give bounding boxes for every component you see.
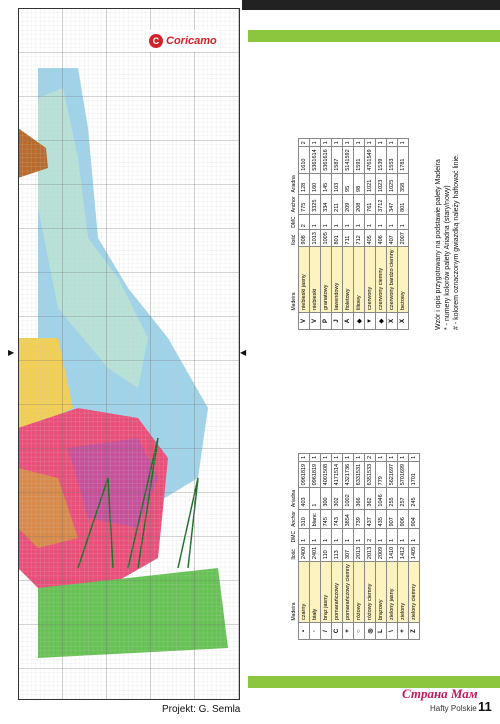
cell-sym: L — [376, 623, 387, 640]
cell-ariadna: 5621697 — [387, 461, 398, 487]
cell-sym: ▪ — [299, 623, 310, 640]
cell-qty: 1 — [332, 529, 343, 544]
cell-extra: 1 — [343, 453, 354, 461]
cell-sym: P — [321, 313, 332, 330]
cell-dmc: 3854 — [343, 509, 354, 529]
cross-stitch-chart — [18, 8, 240, 700]
cell-ariadna: 1781 — [398, 147, 409, 173]
cell-madeira: 908 — [299, 230, 310, 247]
cell-name: różowy — [354, 562, 365, 623]
cell-qty: 1 — [310, 214, 321, 229]
cell-sym: X — [398, 313, 409, 330]
cell-dmc: blanc — [310, 509, 321, 529]
cell-anchor: 1002 — [343, 488, 354, 509]
cell-dmc: 211 — [332, 194, 343, 214]
cell-anchor: 1025 — [387, 173, 398, 194]
cell-anchor: 257 — [398, 488, 409, 509]
cell-ariadna: 1701 — [409, 461, 420, 487]
cell-dmc: 435 — [376, 509, 387, 529]
cell-extra: 1 — [354, 139, 365, 147]
cell-name: lawendowy — [332, 247, 343, 313]
cell-qty: 1 — [409, 529, 420, 544]
table-row — [387, 453, 398, 639]
top-green-bar — [248, 30, 500, 42]
cell-ariadna: 5361614 — [310, 147, 321, 173]
cell-name: fioletowy — [343, 247, 354, 313]
cell-qty: 1 — [398, 214, 409, 229]
cell-extra: 1 — [376, 139, 387, 147]
cell-name: biały — [310, 562, 321, 623]
cell-madeira: 2013 — [354, 544, 365, 561]
cell-madeira: 712 — [354, 230, 365, 247]
cell-madeira: 407 — [387, 230, 398, 247]
cell-madeira: 711 — [343, 230, 354, 247]
cell-anchor: 245 — [409, 488, 420, 509]
table-row — [376, 453, 387, 639]
cell-name: brąz jasny — [321, 562, 332, 623]
cell-name: pomarańczowy — [332, 562, 343, 623]
cell-dmc: 761 — [365, 194, 376, 214]
cell-ariadna: 6331531 — [354, 461, 365, 487]
cell-ariadna: 5141592 — [343, 147, 354, 173]
cell-qty: 1 — [398, 529, 409, 544]
cell-name: czerwony bardzo ciemny — [387, 247, 398, 313]
note-1: Wzór i opis przygotowany na podstawie palety Madeira — [435, 159, 442, 330]
cell-ariadna: 0961819 — [310, 461, 321, 487]
cell-name: czarny — [299, 562, 310, 623]
note-3: # - kolorem oznaczonym gwiazdką należy haftować linie. — [453, 154, 460, 330]
cell-extra: 1 — [332, 453, 343, 461]
cell-sym: · — [310, 623, 321, 640]
cell-ariadna: 4001508 — [321, 461, 332, 487]
cell-qty: 1 — [299, 529, 310, 544]
cell-qty: 1 — [354, 529, 365, 544]
cell-anchor: 1023 — [376, 173, 387, 194]
cell-madeira: 1013 — [310, 230, 321, 247]
cell-anchor: 1 — [310, 488, 321, 509]
cell-madeira: 113 — [332, 544, 343, 561]
cell-qty: 2 — [299, 214, 310, 229]
cell-sym: ◆ — [354, 313, 365, 330]
cell-madeira: 110 — [321, 544, 332, 561]
cell-sym: Z — [409, 623, 420, 640]
cell-qty: 2 — [365, 529, 376, 544]
table-row — [398, 453, 409, 639]
cell-anchor: 1021 — [365, 173, 376, 194]
cell-dmc: 745 — [321, 509, 332, 529]
table-row — [354, 139, 365, 330]
cell-anchor: 255 — [387, 488, 398, 509]
cell-extra: 1 — [299, 453, 310, 461]
cell-anchor: 403 — [299, 488, 310, 509]
cell-dmc: 743 — [332, 509, 343, 529]
publication-name: Hafty Polskie — [430, 704, 477, 713]
cell-sym: + — [398, 623, 409, 640]
cell-madeira: 1410 — [387, 544, 398, 561]
cell-madeira: 2401 — [310, 544, 321, 561]
cell-sym: V — [299, 313, 310, 330]
table-row — [332, 139, 343, 330]
table-row — [343, 139, 354, 330]
cell-extra: 1 — [354, 453, 365, 461]
cell-sym: / — [321, 623, 332, 640]
cell-anchor: 366 — [354, 488, 365, 509]
cell-qty: 1 — [310, 529, 321, 544]
cell-anchor: 145 — [321, 173, 332, 194]
cell-name: czerwony ciemny — [376, 247, 387, 313]
table-row — [365, 139, 376, 330]
note-2: * - numery kolorów palety Ariadna (stary/nowy) — [444, 185, 451, 330]
cell-dmc: 208 — [354, 194, 365, 214]
cell-dmc: 310 — [299, 509, 310, 529]
cell-name: pomarańczowy ciemny — [343, 562, 354, 623]
cell-dmc: 739 — [354, 509, 365, 529]
cell-sym: ○ — [354, 623, 365, 640]
cell-anchor: 362 — [365, 488, 376, 509]
table-row — [354, 453, 365, 639]
cell-dmc: 334 — [321, 194, 332, 214]
cell-qty: 1 — [387, 529, 398, 544]
col-ariadna: Ariadna — [291, 489, 297, 508]
table-row — [365, 453, 376, 639]
cell-extra: 1 — [321, 453, 332, 461]
table-row — [409, 453, 420, 639]
cell-ariadna: 5361616 — [321, 147, 332, 173]
cell-extra: 2 — [365, 453, 376, 461]
cell-ariadna: 1587 — [332, 147, 343, 173]
cell-sym: + — [343, 623, 354, 640]
cell-madeira: 307 — [343, 544, 354, 561]
cell-ariadna: 0961819 — [299, 461, 310, 487]
cell-extra: 1 — [332, 139, 343, 147]
cell-madeira: 1005 — [321, 230, 332, 247]
col-ilosc-r: Ilość — [291, 234, 297, 245]
cell-name: czerwony — [365, 247, 376, 313]
cell-anchor: 98 — [354, 173, 365, 194]
cell-name: liliowy — [354, 247, 365, 313]
cell-madeira: 1412 — [398, 544, 409, 561]
cell-extra: 1 — [409, 453, 420, 461]
cell-qty: 1 — [321, 529, 332, 544]
cell-extra: 2 — [299, 139, 310, 147]
cell-name: zielony ciemny — [409, 562, 420, 623]
cell-qty: 1 — [376, 529, 387, 544]
brand-logo — [146, 30, 220, 52]
table-row — [321, 453, 332, 639]
table-row — [299, 139, 310, 330]
cell-qty: 1 — [365, 214, 376, 229]
cell-dmc: 209 — [343, 194, 354, 214]
cell-anchor: 128 — [299, 173, 310, 194]
cell-anchor: 358 — [398, 173, 409, 194]
table-row — [376, 139, 387, 330]
color-key-table-right — [290, 138, 409, 330]
cell-ariadna: 779 — [376, 461, 387, 487]
col-ilosc: Ilość — [291, 549, 297, 560]
center-marker-icon-left: ▶ — [8, 348, 15, 357]
cell-ariadna: 1539 — [376, 147, 387, 173]
cell-anchor: 160 — [310, 173, 321, 194]
cell-ariadna: 1553 — [387, 147, 398, 173]
cell-name: zielony — [398, 562, 409, 623]
table-row — [398, 139, 409, 330]
notes-block — [434, 90, 461, 330]
brand-name: Coricamo — [166, 35, 217, 47]
center-marker-icon: ◀ — [240, 348, 247, 357]
copyright-icon: C — [149, 34, 163, 48]
cell-ariadna: 4761549 — [365, 147, 376, 173]
cell-dmc: 775 — [299, 194, 310, 214]
design-credit: Projekt: G. Semla — [162, 704, 241, 715]
cell-dmc: 3712 — [376, 194, 387, 214]
cell-sym: V — [310, 313, 321, 330]
cell-extra: 1 — [365, 139, 376, 147]
cell-ariadna: 1610 — [299, 147, 310, 173]
cell-extra: 1 — [387, 453, 398, 461]
col-anchor-r: Anchor — [291, 196, 297, 213]
cell-dmc: 3325 — [310, 194, 321, 214]
cell-anchor: 1046 — [376, 488, 387, 509]
col-madeira: Madeira — [291, 602, 297, 621]
cell-dmc: 437 — [365, 509, 376, 529]
cell-madeira: 2013 — [365, 544, 376, 561]
cell-madeira: 1405 — [409, 544, 420, 561]
col-madeira-r: Madeira — [291, 292, 297, 311]
cell-ariadna: 4171514 — [332, 461, 343, 487]
cell-qty: 1 — [387, 214, 398, 229]
cell-name: granatowy — [321, 247, 332, 313]
cell-ariadna: 6351533 — [365, 461, 376, 487]
cell-dmc: 906 — [398, 509, 409, 529]
cell-extra: 1 — [387, 139, 398, 147]
cell-ariadna: 1591 — [354, 147, 365, 173]
cell-qty: 1 — [343, 214, 354, 229]
cell-qty: 1 — [321, 214, 332, 229]
table-row — [310, 453, 321, 639]
cell-sym: X — [387, 313, 398, 330]
cell-name: niebieski — [310, 247, 321, 313]
cell-dmc: 907 — [387, 509, 398, 529]
cell-anchor: 302 — [332, 488, 343, 509]
cell-extra: 1 — [310, 139, 321, 147]
cell-anchor: 103 — [332, 173, 343, 194]
cell-extra: 1 — [310, 453, 321, 461]
cell-extra: 1 — [321, 139, 332, 147]
cell-extra: 1 — [398, 139, 409, 147]
cell-name: zielony jasny — [387, 562, 398, 623]
top-dark-bar — [242, 0, 500, 10]
cell-name: brązowy — [376, 562, 387, 623]
cell-extra: 1 — [398, 453, 409, 461]
cell-anchor: 95 — [343, 173, 354, 194]
cell-sym: A — [343, 313, 354, 330]
table-row — [321, 139, 332, 330]
cell-qty: 1 — [332, 214, 343, 229]
col-anchor: Anchor — [291, 511, 297, 527]
cell-qty: 1 — [354, 214, 365, 229]
table-row — [387, 139, 398, 330]
cell-name: beżowy — [398, 247, 409, 313]
page-number: 11 — [478, 699, 492, 714]
cell-qty: 1 — [343, 529, 354, 544]
cell-sym: ◆ — [376, 313, 387, 330]
cell-madeira: 2400 — [299, 544, 310, 561]
cell-madeira: 405 — [365, 230, 376, 247]
col-ariadna-r: Ariadna — [291, 175, 297, 193]
col-dmc: DMC — [291, 530, 297, 543]
cell-dmc: 801 — [398, 194, 409, 214]
cell-ariadna: 4321736 — [343, 461, 354, 487]
cell-sym: \ — [387, 623, 398, 640]
cell-extra: 1 — [376, 453, 387, 461]
cell-sym: J — [332, 313, 343, 330]
cell-qty: 1 — [376, 214, 387, 229]
cell-anchor: 300 — [321, 488, 332, 509]
cell-sym: C — [332, 623, 343, 640]
cell-name: niebieski jasny — [299, 247, 310, 313]
cell-extra: 1 — [343, 139, 354, 147]
table-row — [343, 453, 354, 639]
table-row — [299, 453, 310, 639]
cell-sym: ◎ — [365, 623, 376, 640]
cell-name: różowy ciemny — [365, 562, 376, 623]
cell-madeira: 406 — [376, 230, 387, 247]
cell-sym: ▼ — [365, 313, 376, 330]
cell-ariadna: 5701699 — [398, 461, 409, 487]
cell-madeira: 2007 — [398, 230, 409, 247]
cell-dmc: 347 — [387, 194, 398, 214]
cell-madeira: 2009 — [376, 544, 387, 561]
cell-madeira: 801 — [332, 230, 343, 247]
site-watermark: Страна Мам — [402, 686, 478, 701]
color-key-table-left — [290, 453, 420, 640]
col-dmc-r: DMC — [291, 216, 297, 228]
cell-dmc: 904 — [409, 509, 420, 529]
table-row — [310, 139, 321, 330]
table-row — [332, 453, 343, 639]
